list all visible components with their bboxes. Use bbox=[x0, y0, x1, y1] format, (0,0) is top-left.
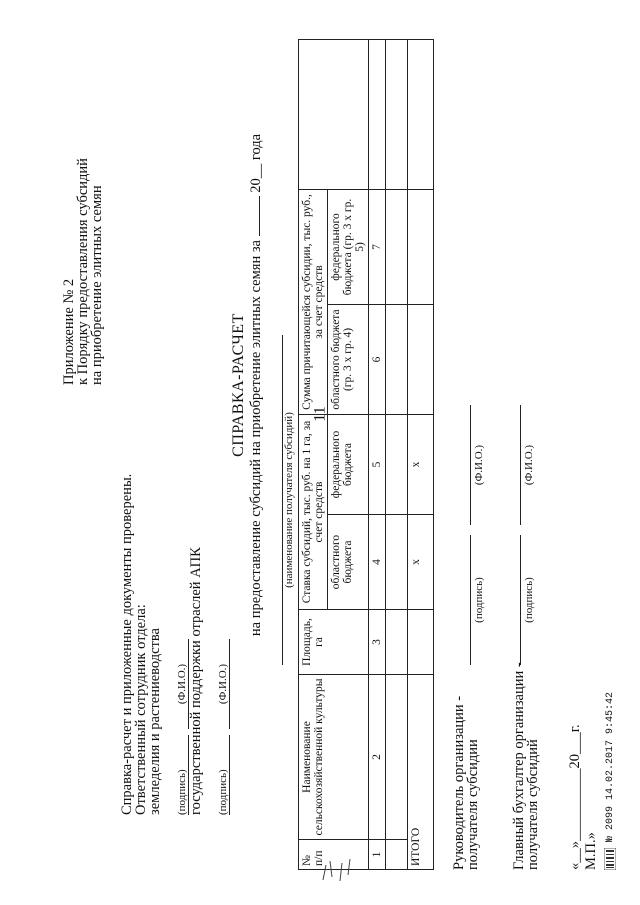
empty-cell bbox=[369, 39, 386, 189]
appendix-line3: на приобретение элитных семян bbox=[89, 185, 105, 385]
head-signature-label bbox=[452, 670, 480, 870]
calculation-table bbox=[298, 39, 434, 870]
document-title: СПРАВКА-РАСЧЕТ bbox=[230, 313, 247, 457]
checked-line1: Справка-расчет и приложенные документы проверены. bbox=[119, 473, 135, 815]
header-rate-federal: федерального бюджета bbox=[328, 414, 369, 514]
subtitle-text: на предоставление субсидий на приобретение элитных семян за bbox=[248, 240, 264, 637]
header-sum: Сумма причитающейся субсидии, тыс. руб., за счет средств bbox=[299, 189, 328, 414]
fio-caption: (Ф.И.О.) bbox=[473, 444, 485, 486]
subtitle-year: 20__ года bbox=[248, 133, 264, 193]
checked-block bbox=[120, 435, 230, 815]
empty-cell bbox=[386, 840, 408, 870]
accountant-line2: получателя субсидий bbox=[525, 739, 541, 870]
empty-cell bbox=[386, 39, 408, 189]
empty-cell bbox=[408, 39, 434, 189]
header-empty bbox=[299, 39, 369, 189]
signature-line-2 bbox=[217, 435, 230, 815]
checked-line3: земледелия и растениеводства bbox=[147, 628, 163, 815]
appendix-line1: Приложение № 2 bbox=[61, 278, 77, 385]
empty-cell bbox=[408, 304, 434, 414]
fio-caption: (Ф.И.О.) bbox=[217, 639, 230, 729]
signature-caption: (подпись) bbox=[523, 577, 535, 623]
handwritten-mark-icon bbox=[318, 855, 358, 885]
col-number: 1 bbox=[369, 840, 386, 870]
empty-cell bbox=[386, 515, 408, 610]
registration-stamp bbox=[604, 692, 616, 870]
col-number: 6 bbox=[369, 304, 386, 414]
col-number: 3 bbox=[369, 610, 386, 675]
col-number: 5 bbox=[369, 414, 386, 514]
total-rate-federal: х bbox=[408, 414, 434, 514]
fio-blank bbox=[520, 405, 521, 525]
total-row bbox=[408, 39, 434, 869]
checked-line2: Ответственный сотрудник отдела: bbox=[133, 604, 149, 815]
header-rate-regional: областного бюджета bbox=[328, 515, 369, 610]
data-row bbox=[386, 39, 408, 869]
header-sum-regional: областного бюджета (гр. 3 х гр. 4) bbox=[328, 304, 369, 414]
head-line2: получателя субсидии bbox=[465, 739, 481, 870]
accountant-signature-label bbox=[512, 650, 540, 870]
signature-blank bbox=[520, 535, 521, 665]
header-num: № п/п bbox=[299, 840, 369, 870]
appendix-line2: к Порядку предоставления субсидий bbox=[75, 158, 91, 385]
empty-cell bbox=[386, 189, 408, 304]
head-signature-lines bbox=[470, 405, 485, 665]
signature-blank bbox=[470, 535, 471, 665]
fio-blank bbox=[470, 405, 471, 525]
registration-text: № 2099 14.02.2017 9:45:42 bbox=[604, 691, 616, 842]
header-row bbox=[299, 39, 328, 869]
stamp-place: М.П.» bbox=[583, 832, 599, 870]
accountant-signature-lines bbox=[520, 405, 535, 665]
column-number-row bbox=[369, 39, 386, 869]
date-line: «__»__________20___г. bbox=[567, 724, 583, 870]
document-subtitle bbox=[248, 65, 265, 705]
empty-cell bbox=[386, 610, 408, 675]
page-number: 11 bbox=[311, 406, 329, 422]
document-title-block bbox=[230, 65, 265, 705]
empty-cell bbox=[386, 675, 408, 840]
empty-cell bbox=[408, 610, 434, 675]
empty-cell bbox=[386, 414, 408, 514]
signature-caption: (подпись) bbox=[176, 735, 189, 815]
empty-cell bbox=[408, 189, 434, 304]
checked-line4: государственной поддержки отраслей АПК bbox=[188, 547, 204, 815]
barcode-icon bbox=[604, 848, 616, 870]
col-number: 2 bbox=[369, 675, 386, 840]
empty-cell bbox=[386, 304, 408, 414]
accountant-line1: Главный бухгалтер организации - bbox=[511, 662, 527, 870]
fio-caption: (Ф.И.О.) bbox=[523, 444, 535, 486]
col-number: 7 bbox=[369, 189, 386, 304]
signature-caption: (подпись) bbox=[217, 735, 230, 815]
signature-caption: (подпись) bbox=[473, 577, 485, 623]
fio-caption: (Ф.И.О.) bbox=[176, 639, 189, 729]
total-label: ИТОГО bbox=[408, 675, 434, 870]
header-area: Площадь, га bbox=[299, 610, 369, 675]
recipient-caption: (наименование получателя субсидий) bbox=[282, 335, 295, 665]
col-number: 4 bbox=[369, 515, 386, 610]
head-line1: Руководитель организации - bbox=[451, 695, 467, 870]
header-sum-federal: федерального бюджета (гр. 3 х гр. 5) bbox=[328, 189, 369, 304]
appendix-block bbox=[62, 45, 104, 385]
header-rate: Ставка субсидий, тыс. руб. на 1 га, за счет средств bbox=[299, 414, 328, 609]
header-crop: Наименование сельскохозяйственной культуры bbox=[299, 675, 369, 840]
total-rate-regional: х bbox=[408, 515, 434, 610]
